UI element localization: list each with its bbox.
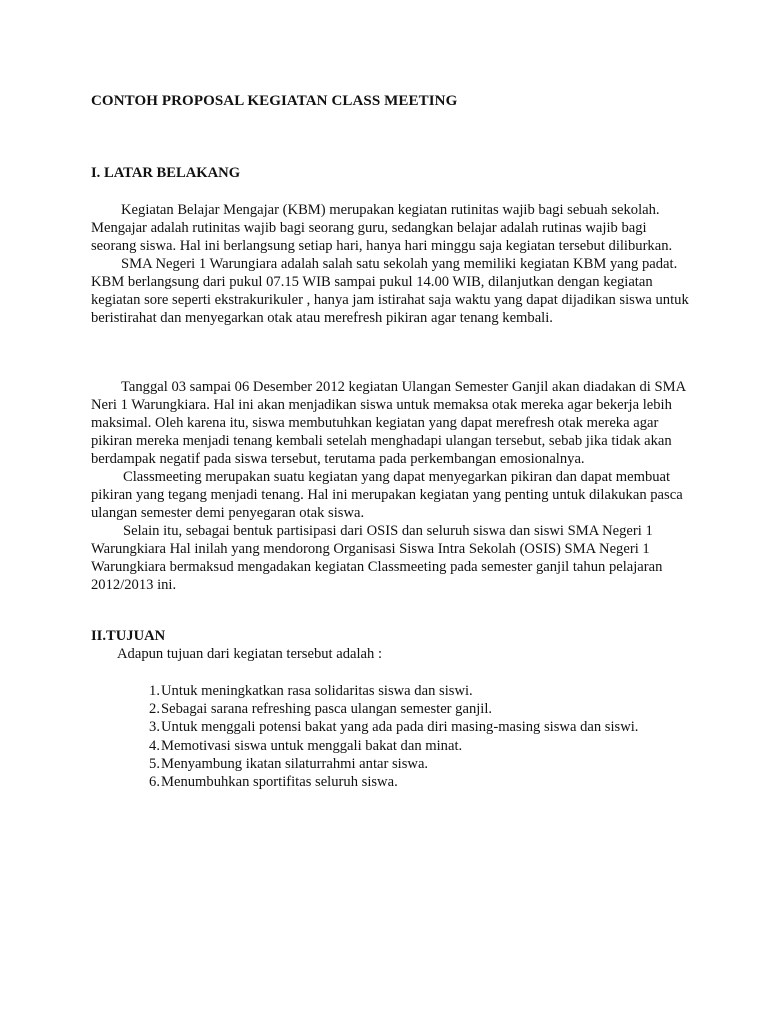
list-text: Menumbuhkan sportifitas seluruh siswa. <box>161 774 398 791</box>
list-item <box>91 700 638 718</box>
list-number: 2. <box>149 701 160 718</box>
list-number: 1. <box>149 683 160 699</box>
section-body-latar-belakang-b <box>91 378 691 594</box>
section-body-latar-belakang-a <box>91 201 691 327</box>
list-text: Untuk menggali potensi bakat yang ada pada diri masing-masing siswa dan siswi. <box>161 719 639 736</box>
paragraph: Kegiatan Belajar Mengajar (KBM) merupakan kegiatan rutinitas wajib bagi sebuah sekolah. Mengajar adalah rutinitas wajib bagi seorang guru, sedangkan belajar adalah rutinas wajib bagi seorang siswa. Hal ini berlangsung setiap hari, hanya hari minggu saja kegiatan tersebut diliburkan. <box>91 202 673 254</box>
tujuan-list <box>91 682 638 791</box>
section-heading-latar-belakang: I. LATAR BELAKANG <box>91 165 241 181</box>
list-item <box>91 755 638 773</box>
list-number: 4. <box>149 737 160 754</box>
list-number: 5. <box>149 755 160 772</box>
tujuan-intro: Adapun tujuan dari kegiatan tersebut adalah : <box>117 646 383 662</box>
list-text: Menyambung ikatan silaturrahmi antar siswa. <box>161 755 429 772</box>
document-title: CONTOH PROPOSAL KEGIATAN CLASS MEETING <box>91 93 458 109</box>
list-number: 3. <box>149 719 160 736</box>
list-item <box>91 737 638 755</box>
list-number: 6. <box>149 774 160 791</box>
paragraph: Tanggal 03 sampai 06 Desember 2012 kegiatan Ulangan Semester Ganjil akan diadakan di SMA Neri 1 Warungkiara. Hal ini akan menjadikan siswa untuk memaksa otak mereka agar bekerja lebih maksimal. Oleh karena itu, siswa membutuhkan kegiatan yang dapat merefresh otak mereka agar pikiran mereka menjadi tenang kembali setelah menghadapi ulangan tersebut, sebab jika tidak akan berdampak negatif pada siswa tersebut, terutama pada perkembangan emosionalnya. <box>91 379 686 467</box>
list-text: Memotivasi siswa untuk menggali bakat dan minat. <box>161 737 463 754</box>
list-text: Sebagai sarana refreshing pasca ulangan semester ganjil. <box>161 701 493 718</box>
list-item <box>91 773 638 791</box>
list-item <box>91 682 638 700</box>
paragraph: Classmeeting merupakan suatu kegiatan yang dapat menyegarkan pikiran dan dapat membuat pikiran yang tegang menjadi tenang. Hal ini merupakan kegiatan yang penting untuk dilakukan pasca ulangan semester demi penyegaran otak siswa. <box>91 469 683 521</box>
paragraph: Selain itu, sebagai bentuk partisipasi dari OSIS dan seluruh siswa dan siswi SMA Negeri 1 Warungkiara Hal inilah yang mendorong Organisasi Siswa Intra Sekolah (OSIS) SMA Negeri 1 Warungkiara bermaksud mengadakan kegiatan Classmeeting pada semester ganjil tahun pelajaran 2012/2013 ini. <box>91 523 663 593</box>
paragraph: SMA Negeri 1 Warungiara adalah salah satu sekolah yang memiliki kegiatan KBM yang padat. KBM berlangsung dari pukul 07.15 WIB sampai pukul 14.00 WIB, dilanjutkan dengan kegiatan kegiatan sore seperti ekstrakurikuler , hanya jam istirahat saja waktu yang dapat dijadikan siswa untuk beristirahat dan menyegarkan otak atau merefresh pikiran agar tenang kembali. <box>91 256 689 326</box>
list-item <box>91 718 638 736</box>
section-heading-tujuan: II.TUJUAN <box>91 628 166 644</box>
list-text: Untuk meningkatkan rasa solidaritas siswa dan siswi. <box>161 683 473 699</box>
